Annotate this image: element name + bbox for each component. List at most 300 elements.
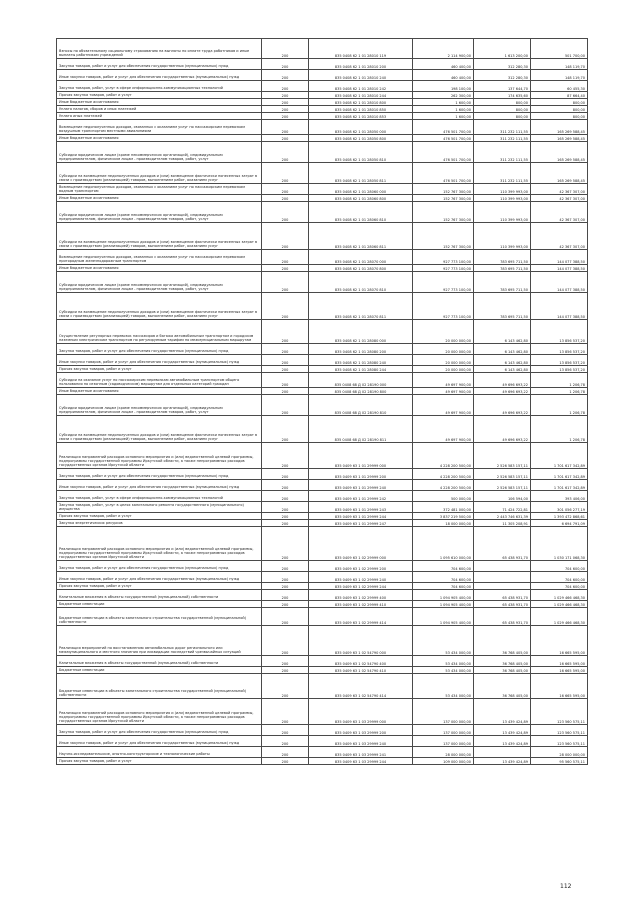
row-classification-code: 835 0409 63 1 01 29999 242 <box>309 491 413 502</box>
row-unexecuted-amount: 1 701 617 342,89 <box>531 443 588 469</box>
row-approved-amount: 20 000 000,00 <box>413 366 474 373</box>
row-executed-amount: 110 399 993,00 <box>474 223 531 250</box>
row-approved-amount: 1 600,00 <box>413 106 474 113</box>
row-executed-amount <box>474 583 531 590</box>
row-classification-code: 835 0409 63 1 02 29999 000 <box>309 527 413 561</box>
row-approved-amount: 49 697 900,00 <box>413 388 474 395</box>
row-approved-amount: 20 000 000,00 <box>413 355 474 366</box>
row-classification-code: 835 0408 68 Д 02 28190 000 <box>309 373 413 388</box>
row-unexecuted-amount: 16 665 595,00 <box>531 674 588 699</box>
row-line-code: 200 <box>262 480 309 491</box>
row-line-code: 200 <box>262 626 309 656</box>
table-row <box>57 491 588 502</box>
row-executed-amount: 312 280,30 <box>474 70 531 81</box>
row-executed-amount: 6 143 462,80 <box>474 344 531 355</box>
row-executed-amount: 49 696 693,22 <box>474 395 531 416</box>
row-line-code: 200 <box>262 120 309 135</box>
row-line-code: 200 <box>262 388 309 395</box>
row-unexecuted-amount: 87 664,40 <box>531 92 588 99</box>
table-row <box>57 699 588 725</box>
table-row <box>57 388 588 395</box>
row-description: Бюджетные инвестиции в объекты капитального строительства государственной (муниципальной) собственности <box>57 674 262 699</box>
row-approved-amount: 500 000,00 <box>413 491 474 502</box>
row-classification-code: 835 0408 62 1 01 28080 200 <box>309 344 413 355</box>
row-classification-code: 835 0408 62 1 01 28050 000 <box>309 120 413 135</box>
row-description: Иные закупки товаров, работ и услуг для обеспечения государственных (муниципальных) нужд <box>57 572 262 583</box>
row-description: Уплата иных платежей <box>57 113 262 120</box>
row-unexecuted-amount: 1 029 466 468,30 <box>531 608 588 626</box>
row-line-code: 200 <box>262 320 309 344</box>
row-approved-amount: 704 600,00 <box>413 583 474 590</box>
row-executed-amount: 13 439 424,89 <box>474 699 531 725</box>
row-unexecuted-amount: 800,00 <box>531 113 588 120</box>
row-executed-amount: 71 424 722,81 <box>474 502 531 513</box>
row-description: Иные закупки товаров, работ и услуг для обеспечения государственных (муниципальных) нужд <box>57 355 262 366</box>
row-description: Закупка товаров, работ и услуг для обеспечения государственных (муниципальных) нужд <box>57 561 262 572</box>
row-executed-amount: 49 696 693,22 <box>474 373 531 388</box>
row-description: Бюджетные инвестиции <box>57 601 262 608</box>
row-unexecuted-amount: 60 455,30 <box>531 81 588 92</box>
row-approved-amount: 49 697 900,00 <box>413 373 474 388</box>
row-executed-amount: 311 232 111,55 <box>474 135 531 142</box>
row-line-code: 200 <box>262 667 309 674</box>
row-description: Иные бюджетные ассигнования <box>57 99 262 106</box>
row-description: Закупка товаров, работ и услуг для обеспечения государственных (муниципальных) нужд <box>57 59 262 70</box>
table-row <box>57 747 588 758</box>
row-unexecuted-amount: 393 406,00 <box>531 491 588 502</box>
row-unexecuted-amount: 165 269 588,45 <box>531 163 588 184</box>
row-approved-amount: 927 773 100,00 <box>413 272 474 293</box>
row-approved-amount: 3 837 219 500,00 <box>413 513 474 520</box>
row-line-code: 200 <box>262 59 309 70</box>
row-executed-amount: 13 439 424,89 <box>474 758 531 765</box>
budget-table-body <box>57 39 588 765</box>
row-description: Закупка товаров, работ, услуг в целях капитального ремонта государственного (муниципального) имущества <box>57 502 262 513</box>
row-unexecuted-amount: 1 029 466 468,30 <box>531 590 588 601</box>
row-unexecuted-amount: 1 029 466 468,30 <box>531 601 588 608</box>
row-executed-amount: 6 143 462,80 <box>474 366 531 373</box>
table-row <box>57 416 588 443</box>
row-approved-amount: 152 767 300,00 <box>413 223 474 250</box>
row-description: Возмещение недополученных доходов, связанных с оказанием услуг по пассажирским перевозкам воздушным транспортом местными авиалиниями <box>57 120 262 135</box>
row-line-code: 200 <box>262 747 309 758</box>
row-unexecuted-amount: 13 856 537,20 <box>531 320 588 344</box>
page-number: 112 <box>560 883 572 890</box>
row-line-code: 200 <box>262 39 309 59</box>
row-line-code: 200 <box>262 355 309 366</box>
row-executed-amount: 36 768 405,00 <box>474 626 531 656</box>
row-line-code: 200 <box>262 674 309 699</box>
row-line-code: 200 <box>262 561 309 572</box>
row-executed-amount: 137 644,70 <box>474 81 531 92</box>
row-description: Закупка товаров, работ и услуг для обеспечения государственных (муниципальных) нужд <box>57 344 262 355</box>
table-row <box>57 608 588 626</box>
row-unexecuted-amount: 165 269 588,45 <box>531 142 588 163</box>
row-approved-amount: 704 600,00 <box>413 572 474 583</box>
table-row <box>57 320 588 344</box>
row-approved-amount: 20 000 000,00 <box>413 320 474 344</box>
row-approved-amount: 137 000 000,00 <box>413 725 474 736</box>
row-executed-amount: 6 143 462,80 <box>474 320 531 344</box>
row-unexecuted-amount: 42 367 307,00 <box>531 184 588 195</box>
row-description: Иные закупки товаров, работ и услуг для обеспечения государственных (муниципальных) нужд <box>57 736 262 747</box>
table-row <box>57 443 588 469</box>
row-classification-code: 835 0409 63 1 01 29999 244 <box>309 513 413 520</box>
row-executed-amount: 800,00 <box>474 99 531 106</box>
row-description: Иные бюджетные ассигнования <box>57 265 262 272</box>
row-approved-amount: 476 501 700,00 <box>413 142 474 163</box>
row-description: Субсидии на оказание услуг по пассажирским перевозкам автомобильным транспортом общего пользования по сезонным (садоводческим) маршрутам для отдельных категорий граждан <box>57 373 262 388</box>
table-row <box>57 469 588 480</box>
table-row <box>57 265 588 272</box>
row-description: Капитальные вложения в объекты государственной (муниципальной) собственности <box>57 590 262 601</box>
row-line-code: 200 <box>262 142 309 163</box>
row-classification-code: 835 0408 62 1 01 28080 000 <box>309 320 413 344</box>
row-executed-amount: 110 399 993,00 <box>474 202 531 223</box>
row-line-code: 200 <box>262 202 309 223</box>
table-row <box>57 561 588 572</box>
row-approved-amount: 1 600,00 <box>413 113 474 120</box>
row-approved-amount: 1 600,00 <box>413 99 474 106</box>
row-classification-code: 835 0408 62 1 01 28070 000 <box>309 250 413 265</box>
row-description: Осуществление регулярных перевозок пассажиров и багажа автомобильным транспортом и городским наземным электрическим транспортом по регулируемым тарифам по межмуниципальным маршрутам <box>57 320 262 344</box>
table-row <box>57 135 588 142</box>
table-row <box>57 626 588 656</box>
table-row <box>57 674 588 699</box>
row-description: Прочая закупка товаров, работ и услуг <box>57 513 262 520</box>
row-approved-amount: 476 501 700,00 <box>413 135 474 142</box>
row-line-code: 200 <box>262 725 309 736</box>
row-approved-amount: 28 000 000,00 <box>413 747 474 758</box>
row-approved-amount: 53 434 000,00 <box>413 674 474 699</box>
row-unexecuted-amount: 165 269 588,45 <box>531 135 588 142</box>
row-approved-amount: 1 094 905 400,00 <box>413 608 474 626</box>
row-classification-code: 835 0408 62 1 01 28080 240 <box>309 355 413 366</box>
row-unexecuted-amount: 1 701 617 342,89 <box>531 469 588 480</box>
row-classification-code: 835 0408 62 1 01 28010 242 <box>309 81 413 92</box>
row-executed-amount: 36 768 405,00 <box>474 667 531 674</box>
table-row <box>57 59 588 70</box>
row-executed-amount: 783 695 711,50 <box>474 250 531 265</box>
row-unexecuted-amount: 13 856 537,20 <box>531 366 588 373</box>
row-classification-code: 835 0408 62 1 01 28060 800 <box>309 195 413 202</box>
row-line-code: 200 <box>262 699 309 725</box>
row-unexecuted-amount: 800,00 <box>531 106 588 113</box>
row-line-code: 200 <box>262 265 309 272</box>
row-classification-code: 835 0409 63 1 02 54790 000 <box>309 626 413 656</box>
row-classification-code: 835 0409 63 1 03 29999 244 <box>309 758 413 765</box>
row-approved-amount: 4 228 200 500,00 <box>413 469 474 480</box>
row-classification-code: 835 0408 68 Д 02 28190 811 <box>309 416 413 443</box>
row-description: Закупка товаров, работ и услуг для обеспечения государственных (муниципальных) нужд <box>57 725 262 736</box>
row-description: Реализация направлений расходов основного мероприятия и (или) ведомственной целевой программы, подпрограммы государственной программы Иркутской области, а также непрограммных расходов государственных органов Иркутской области <box>57 699 262 725</box>
row-unexecuted-amount: 148 119,70 <box>531 59 588 70</box>
row-approved-amount: 152 767 300,00 <box>413 195 474 202</box>
row-approved-amount: 704 600,00 <box>413 561 474 572</box>
row-line-code: 200 <box>262 656 309 667</box>
table-row <box>57 113 588 120</box>
row-line-code: 200 <box>262 344 309 355</box>
row-approved-amount: 53 434 000,00 <box>413 656 474 667</box>
row-unexecuted-amount: 13 856 537,20 <box>531 355 588 366</box>
row-approved-amount: 372 481 000,00 <box>413 502 474 513</box>
row-line-code: 200 <box>262 502 309 513</box>
table-row <box>57 92 588 99</box>
table-row <box>57 373 588 388</box>
row-classification-code: 835 0408 62 1 01 28050 810 <box>309 142 413 163</box>
table-row <box>57 736 588 747</box>
row-classification-code: 835 0408 62 1 01 28050 800 <box>309 135 413 142</box>
row-line-code: 200 <box>262 469 309 480</box>
row-unexecuted-amount: 704 600,00 <box>531 561 588 572</box>
row-classification-code: 835 0409 63 1 01 29999 247 <box>309 520 413 527</box>
row-executed-amount: 311 232 111,55 <box>474 163 531 184</box>
row-executed-amount: 36 768 405,00 <box>474 674 531 699</box>
row-description: Субсидии юридическим лицам (кроме некоммерческих организаций), индивидуальным предпринимателям, физическим лицам - производителям товаров, работ, услуг <box>57 202 262 223</box>
row-line-code: 200 <box>262 223 309 250</box>
row-executed-amount: 1 613 200,00 <box>474 39 531 59</box>
row-approved-amount: 49 697 900,00 <box>413 395 474 416</box>
row-approved-amount: 4 228 200 500,00 <box>413 443 474 469</box>
row-approved-amount: 109 000 000,00 <box>413 758 474 765</box>
table-row <box>57 366 588 373</box>
row-classification-code: 835 0409 63 1 02 54790 400 <box>309 656 413 667</box>
row-line-code: 200 <box>262 527 309 561</box>
row-executed-amount: 110 399 993,00 <box>474 195 531 202</box>
row-unexecuted-amount: 165 269 588,45 <box>531 120 588 135</box>
row-executed-amount: 65 438 931,70 <box>474 527 531 561</box>
row-approved-amount: 460 400,00 <box>413 70 474 81</box>
row-approved-amount: 198 100,00 <box>413 81 474 92</box>
table-row <box>57 344 588 355</box>
row-approved-amount: 53 434 000,00 <box>413 667 474 674</box>
row-approved-amount: 137 000 000,00 <box>413 736 474 747</box>
row-description: Иные бюджетные ассигнования <box>57 195 262 202</box>
row-line-code: 200 <box>262 106 309 113</box>
row-line-code: 200 <box>262 293 309 320</box>
row-description: Реализация мероприятий по восстановлению автомобильных дорог регионального или межмуниципального и местного значения при ликвидации последствий чрезвычайных ситуаций <box>57 626 262 656</box>
row-description: Прочая закупка товаров, работ и услуг <box>57 758 262 765</box>
table-row <box>57 355 588 366</box>
table-row <box>57 99 588 106</box>
row-classification-code: 835 0409 63 1 02 29999 240 <box>309 572 413 583</box>
table-row <box>57 184 588 195</box>
row-description: Бюджетные инвестиции <box>57 667 262 674</box>
row-line-code: 200 <box>262 590 309 601</box>
table-row <box>57 480 588 491</box>
row-description: Закупка товаров, работ, услуг в сфере информационно-коммуникационных технологий <box>57 81 262 92</box>
row-description: Иные бюджетные ассигнования <box>57 388 262 395</box>
row-line-code: 200 <box>262 608 309 626</box>
row-classification-code: 835 0408 62 1 01 28010 200 <box>309 59 413 70</box>
row-classification-code: 835 0409 63 1 02 29999 400 <box>309 590 413 601</box>
row-executed-amount: 311 232 111,55 <box>474 120 531 135</box>
row-executed-amount: 36 768 405,00 <box>474 656 531 667</box>
row-line-code: 200 <box>262 163 309 184</box>
row-approved-amount: 262 300,00 <box>413 92 474 99</box>
table-row <box>57 513 588 520</box>
row-classification-code: 835 0408 62 1 01 28010 240 <box>309 70 413 81</box>
row-unexecuted-amount: 95 560 575,11 <box>531 758 588 765</box>
row-classification-code: 835 0408 62 1 01 28010 800 <box>309 99 413 106</box>
row-description: Субсидии на возмещение недополученных доходов и (или) возмещение фактически понесенных затрат в связи с производством (реализацией) товаров, выполнением работ, оказанием услуг <box>57 416 262 443</box>
row-executed-amount: 783 695 711,50 <box>474 293 531 320</box>
table-row <box>57 572 588 583</box>
row-line-code: 200 <box>262 758 309 765</box>
row-description: Закупка энергетических ресурсов <box>57 520 262 527</box>
table-row <box>57 195 588 202</box>
row-description: Научно-исследовательские, опытно-конструкторские и технологические работы <box>57 747 262 758</box>
row-executed-amount: 65 438 931,70 <box>474 608 531 626</box>
row-line-code: 200 <box>262 113 309 120</box>
row-executed-amount: 11 305 208,91 <box>474 520 531 527</box>
row-executed-amount: 2 526 583 157,11 <box>474 469 531 480</box>
table-row <box>57 527 588 561</box>
table-row <box>57 39 588 59</box>
row-line-code: 200 <box>262 443 309 469</box>
row-classification-code: 835 0408 62 1 01 28010 119 <box>309 39 413 59</box>
row-classification-code: 835 0408 62 1 01 28010 853 <box>309 113 413 120</box>
row-executed-amount: 6 143 462,80 <box>474 355 531 366</box>
row-unexecuted-amount: 301 056 277,19 <box>531 502 588 513</box>
row-line-code: 200 <box>262 491 309 502</box>
row-description: Иные закупки товаров, работ и услуг для обеспечения государственных (муниципальных) нужд <box>57 70 262 81</box>
row-approved-amount: 49 697 900,00 <box>413 416 474 443</box>
row-unexecuted-amount: 42 367 307,00 <box>531 202 588 223</box>
row-executed-amount: 783 695 711,50 <box>474 265 531 272</box>
row-approved-amount: 1 094 905 400,00 <box>413 590 474 601</box>
row-executed-amount: 2 526 583 157,11 <box>474 480 531 491</box>
row-approved-amount: 1 094 905 400,00 <box>413 601 474 608</box>
row-line-code: 200 <box>262 184 309 195</box>
row-description: Возмещение недополученных доходов, связанных с оказанием услуг по пассажирским перевозкам пригородным железнодорожным транспортом <box>57 250 262 265</box>
row-approved-amount: 137 000 000,00 <box>413 699 474 725</box>
row-classification-code: 835 0408 68 Д 02 28190 810 <box>309 395 413 416</box>
row-classification-code: 835 0409 63 1 03 29999 241 <box>309 747 413 758</box>
row-classification-code: 835 0408 62 1 01 28070 810 <box>309 272 413 293</box>
row-line-code: 200 <box>262 70 309 81</box>
row-classification-code: 835 0408 62 1 01 28060 810 <box>309 202 413 223</box>
row-executed-amount: 49 696 693,22 <box>474 388 531 395</box>
row-description: Прочая закупка товаров, работ и услуг <box>57 92 262 99</box>
row-approved-amount: 927 773 100,00 <box>413 250 474 265</box>
row-unexecuted-amount: 1 206,78 <box>531 373 588 388</box>
row-executed-amount: 106 594,00 <box>474 491 531 502</box>
row-unexecuted-amount: 1 206,78 <box>531 416 588 443</box>
row-classification-code: 835 0409 63 1 03 29999 240 <box>309 736 413 747</box>
row-approved-amount: 927 773 100,00 <box>413 265 474 272</box>
row-unexecuted-amount: 148 119,70 <box>531 70 588 81</box>
row-approved-amount: 476 501 700,00 <box>413 163 474 184</box>
table-row <box>57 250 588 265</box>
row-unexecuted-amount: 6 694 791,09 <box>531 520 588 527</box>
row-unexecuted-amount: 144 077 388,50 <box>531 293 588 320</box>
row-unexecuted-amount: 42 367 307,00 <box>531 195 588 202</box>
row-classification-code: 835 0409 63 1 01 29999 200 <box>309 469 413 480</box>
table-row <box>57 667 588 674</box>
row-approved-amount: 460 400,00 <box>413 59 474 70</box>
row-unexecuted-amount: 1 701 617 342,89 <box>531 480 588 491</box>
table-row <box>57 223 588 250</box>
row-line-code: 200 <box>262 195 309 202</box>
row-description: Субсидии на возмещение недополученных доходов и (или) возмещение фактически понесенных затрат в связи с производством (реализацией) товаров, выполнением работ, оказанием услуг <box>57 163 262 184</box>
row-classification-code: 835 0409 63 1 03 29999 000 <box>309 699 413 725</box>
row-description: Бюджетные инвестиции в объекты капитального строительства государственной (муниципальной) собственности <box>57 608 262 626</box>
table-row <box>57 601 588 608</box>
budget-report-sheet <box>56 38 587 765</box>
table-row <box>57 81 588 92</box>
row-executed-amount: 311 232 111,55 <box>474 142 531 163</box>
table-row <box>57 120 588 135</box>
row-description: Субсидии юридическим лицам (кроме некоммерческих организаций), индивидуальным предпринимателям, физическим лицам - производителям товаров, работ, услуг <box>57 395 262 416</box>
row-description: Реализация направлений расходов основного мероприятия и (или) ведомственной целевой программы, подпрограммы государственной программы Иркутской области, а также непрограммных расходов государственных органов Иркутской области <box>57 443 262 469</box>
row-executed-amount: 13 439 424,89 <box>474 736 531 747</box>
row-executed-amount: 312 280,30 <box>474 59 531 70</box>
row-classification-code: 835 0408 62 1 01 28010 850 <box>309 106 413 113</box>
row-unexecuted-amount: 1 030 171 068,30 <box>531 527 588 561</box>
row-classification-code: 835 0408 62 1 01 28080 244 <box>309 366 413 373</box>
row-classification-code: 835 0409 63 1 02 54790 410 <box>309 667 413 674</box>
row-executed-amount: 2 526 583 157,11 <box>474 443 531 469</box>
table-row <box>57 758 588 765</box>
row-line-code: 200 <box>262 736 309 747</box>
row-classification-code: 835 0409 63 1 01 29999 000 <box>309 443 413 469</box>
row-line-code: 200 <box>262 366 309 373</box>
row-description: Уплата налогов, сборов и иных платежей <box>57 106 262 113</box>
row-executed-amount <box>474 572 531 583</box>
row-description: Взносы по обязательному социальному страхованию на выплаты по оплате труда работников и иные выплаты работникам учреждений <box>57 39 262 59</box>
row-executed-amount: 174 635,60 <box>474 92 531 99</box>
row-executed-amount: 110 399 993,00 <box>474 184 531 195</box>
row-line-code: 200 <box>262 395 309 416</box>
row-unexecuted-amount: 42 367 307,00 <box>531 223 588 250</box>
row-unexecuted-amount: 28 000 000,00 <box>531 747 588 758</box>
row-executed-amount: 49 696 693,22 <box>474 416 531 443</box>
row-description: Закупка товаров, работ, услуг в сфере информационно-коммуникационных технологий <box>57 491 262 502</box>
table-row <box>57 163 588 184</box>
budget-table <box>56 38 588 765</box>
row-line-code: 200 <box>262 250 309 265</box>
row-classification-code: 835 0408 62 1 01 28060 000 <box>309 184 413 195</box>
row-description: Субсидии на возмещение недополученных доходов и (или) возмещение фактически понесенных затрат в связи с производством (реализацией) товаров, выполнением работ, оказанием услуг <box>57 293 262 320</box>
row-unexecuted-amount: 1 206,78 <box>531 388 588 395</box>
row-description: Субсидии юридическим лицам (кроме некоммерческих организаций), индивидуальным предпринимателям, физическим лицам - производителям товаров, работ, услуг <box>57 272 262 293</box>
row-unexecuted-amount: 704 600,00 <box>531 572 588 583</box>
table-row <box>57 70 588 81</box>
row-classification-code: 835 0409 63 1 02 29999 244 <box>309 583 413 590</box>
row-classification-code: 835 0409 63 1 03 29999 200 <box>309 725 413 736</box>
row-line-code: 200 <box>262 601 309 608</box>
row-unexecuted-amount: 501 700,00 <box>531 39 588 59</box>
row-approved-amount: 4 228 200 500,00 <box>413 480 474 491</box>
row-classification-code: 835 0408 68 Д 02 28190 800 <box>309 388 413 395</box>
row-description: Прочая закупка товаров, работ и услуг <box>57 366 262 373</box>
row-description: Возмещение недополученных доходов, связанных с оказанием услуг по пассажирским перевозкам водным транспортом <box>57 184 262 195</box>
row-line-code: 200 <box>262 520 309 527</box>
row-executed-amount: 2 443 746 631,39 <box>474 513 531 520</box>
row-unexecuted-amount: 13 856 537,20 <box>531 344 588 355</box>
row-unexecuted-amount: 144 077 388,50 <box>531 265 588 272</box>
row-description: Закупка товаров, работ и услуг для обеспечения государственных (муниципальных) нужд <box>57 469 262 480</box>
table-row <box>57 502 588 513</box>
row-approved-amount: 152 767 300,00 <box>413 202 474 223</box>
row-description: Иные закупки товаров, работ и услуг для обеспечения государственных (муниципальных) нужд <box>57 480 262 491</box>
row-description: Субсидии юридическим лицам (кроме некоммерческих организаций), индивидуальным предпринимателям, физическим лицам - производителям товаров, работ, услуг <box>57 142 262 163</box>
row-executed-amount: 783 695 711,50 <box>474 272 531 293</box>
row-classification-code: 835 0409 63 1 01 29999 243 <box>309 502 413 513</box>
table-row <box>57 590 588 601</box>
row-approved-amount: 53 434 000,00 <box>413 626 474 656</box>
